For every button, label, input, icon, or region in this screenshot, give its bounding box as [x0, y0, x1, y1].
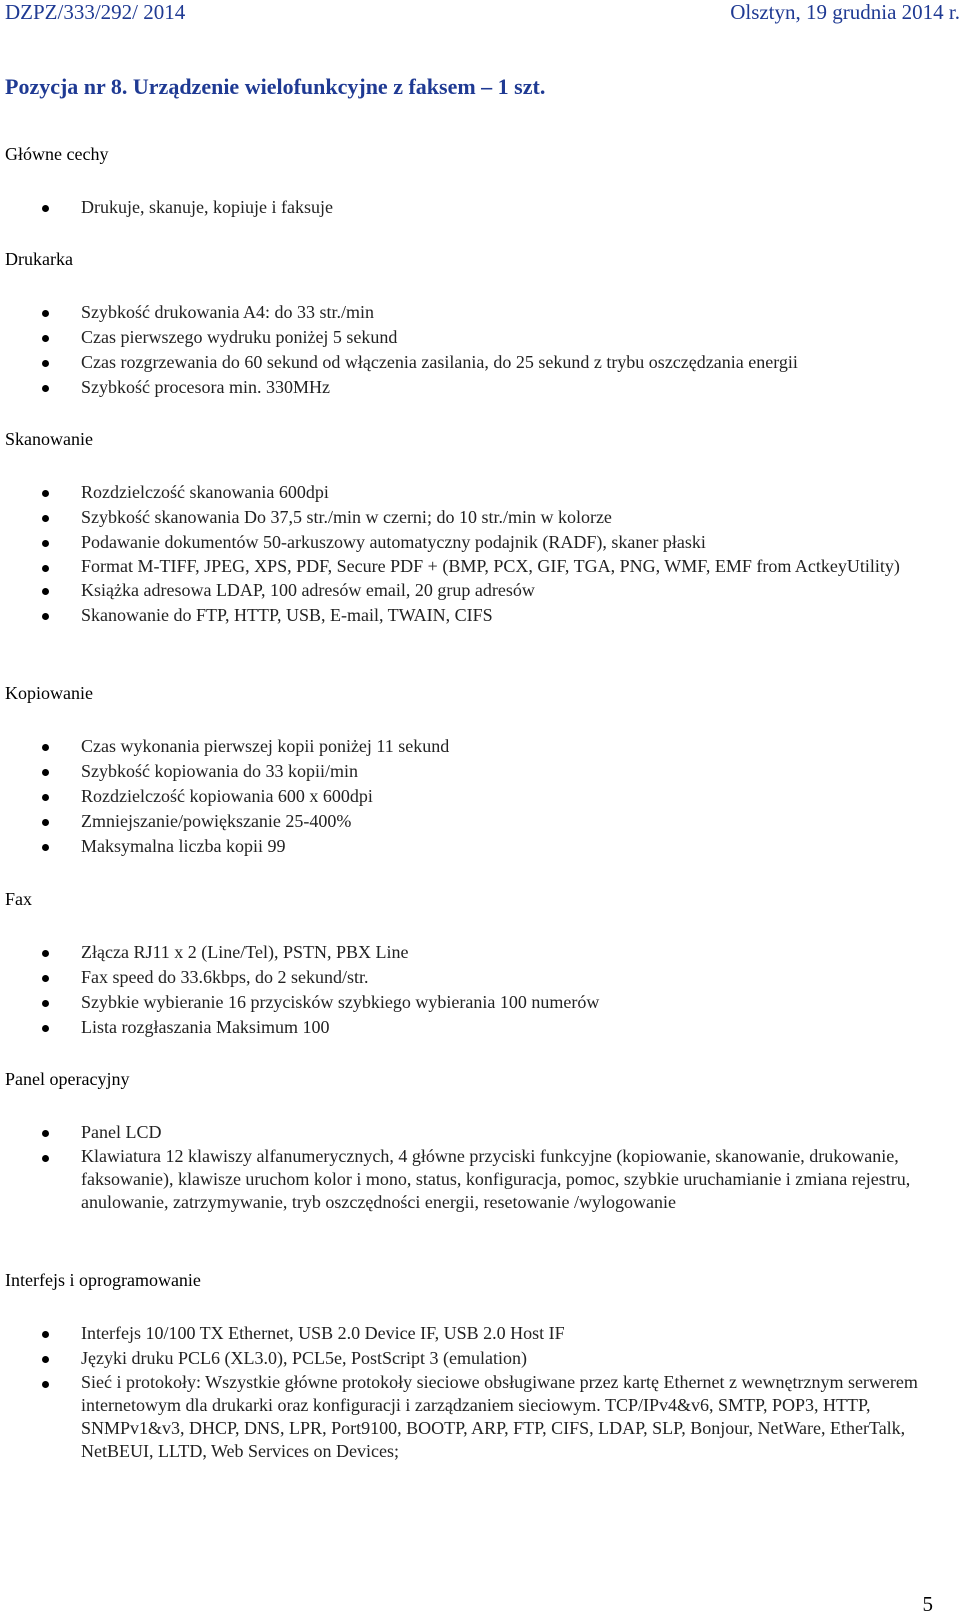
document-reference: DZPZ/333/292/ 2014	[5, 0, 186, 24]
list-item: Języki druku PCL6 (XL3.0), PCL5e, PostScript 3 (emulation)	[0, 1346, 920, 1371]
list-item: Złącza RJ11 x 2 (Line/Tel), PSTN, PBX Line	[0, 940, 920, 965]
fax-list	[0, 940, 920, 1040]
list-item: Rozdzielczość skanowania 600dpi	[0, 480, 920, 505]
list-item: Szybkość procesora min. 330MHz	[0, 375, 920, 400]
list-item: Szybkie wybieranie 16 przycisków szybkiego wybierania 100 numerów	[0, 990, 920, 1015]
section-title-interface: Interfejs i oprogramowanie	[5, 1270, 201, 1290]
section-title-printer: Drukarka	[5, 249, 73, 269]
section-title-features: Główne cechy	[5, 144, 109, 164]
section-title-panel: Panel operacyjny	[5, 1069, 130, 1089]
list-item: Czas pierwszego wydruku poniżej 5 sekund	[0, 325, 920, 350]
list-item: Rozdzielczość kopiowania 600 x 600dpi	[0, 784, 920, 809]
copying-list	[0, 734, 920, 859]
list-item: Czas rozgrzewania do 60 sekund od włączenia zasilania, do 25 sekund z trybu oszczędzania energii	[0, 350, 920, 375]
interface-list	[0, 1321, 920, 1463]
list-item: Panel LCD	[0, 1120, 920, 1145]
list-item: Skanowanie do FTP, HTTP, USB, E-mail, TWAIN, CIFS	[0, 603, 920, 628]
list-item: Lista rozgłaszania Maksimum 100	[0, 1015, 920, 1040]
page-number: 5	[922, 1592, 933, 1616]
page-header	[0, 0, 960, 26]
item-title: Pozycja nr 8. Urządzenie wielofunkcyjne z faksem – 1 szt.	[5, 74, 546, 99]
list-item: Drukuje, skanuje, kopiuje i faksuje	[0, 195, 920, 220]
section-title-fax: Fax	[5, 889, 32, 909]
list-item: Sieć i protokoły: Wszystkie główne protokoły sieciowe obsługiwane przez kartę Ethernet z wewnętrznym serwerem internetowym dla drukarki oraz konfiguracji i zarządzaniem sieciowym. TCP/IPv4&v6, SMTP, POP3, HTTP, SNMPv1&v3, DHCP, DNS, LPR, Port9100, BOOTP, ARP, FTP, CIFS, LDAP, SLP, Bonjour, NetWare, EtherTalk, NetBEUI, LLTD, Web Services on Devices;	[0, 1371, 920, 1463]
scanning-list	[0, 480, 920, 628]
list-item: Szybkość drukowania A4: do 33 str./min	[0, 300, 920, 325]
features-list	[0, 195, 920, 220]
printer-list	[0, 300, 920, 400]
list-item: Interfejs 10/100 TX Ethernet, USB 2.0 Device IF, USB 2.0 Host IF	[0, 1321, 920, 1346]
section-title-scanning: Skanowanie	[5, 429, 93, 449]
list-item: Fax speed do 33.6kbps, do 2 sekund/str.	[0, 965, 920, 990]
list-item: Czas wykonania pierwszej kopii poniżej 11 sekund	[0, 734, 920, 759]
panel-list	[0, 1120, 920, 1214]
list-item: Maksymalna liczba kopii 99	[0, 834, 920, 859]
document-date: Olsztyn, 19 grudnia 2014 r.	[730, 0, 960, 24]
section-title-copying: Kopiowanie	[5, 683, 93, 703]
list-item: Książka adresowa LDAP, 100 adresów email, 20 grup adresów	[0, 578, 920, 603]
list-item: Szybkość skanowania Do 37,5 str./min w czerni; do 10 str./min w kolorze	[0, 505, 920, 530]
list-item: Klawiatura 12 klawiszy alfanumerycznych, 4 główne przyciski funkcyjne (kopiowanie, skanowanie, drukowanie, faksowanie), klawisze uruchom kolor i mono, status, konfiguracja, pomoc, szybkie uruchamianie i zmiana rejestru, anulowanie, zatrzymywanie, tryb oszczędności energii, resetowanie /wylogowanie	[0, 1145, 920, 1214]
list-item: Format M-TIFF, JPEG, XPS, PDF, Secure PDF + (BMP, PCX, GIF, TGA, PNG, WMF, EMF from ActkeyUtility)	[0, 555, 920, 578]
list-item: Podawanie dokumentów 50-arkuszowy automatyczny podajnik (RADF), skaner płaski	[0, 530, 920, 555]
list-item: Zmniejszanie/powiększanie 25-400%	[0, 809, 920, 834]
list-item: Szybkość kopiowania do 33 kopii/min	[0, 759, 920, 784]
